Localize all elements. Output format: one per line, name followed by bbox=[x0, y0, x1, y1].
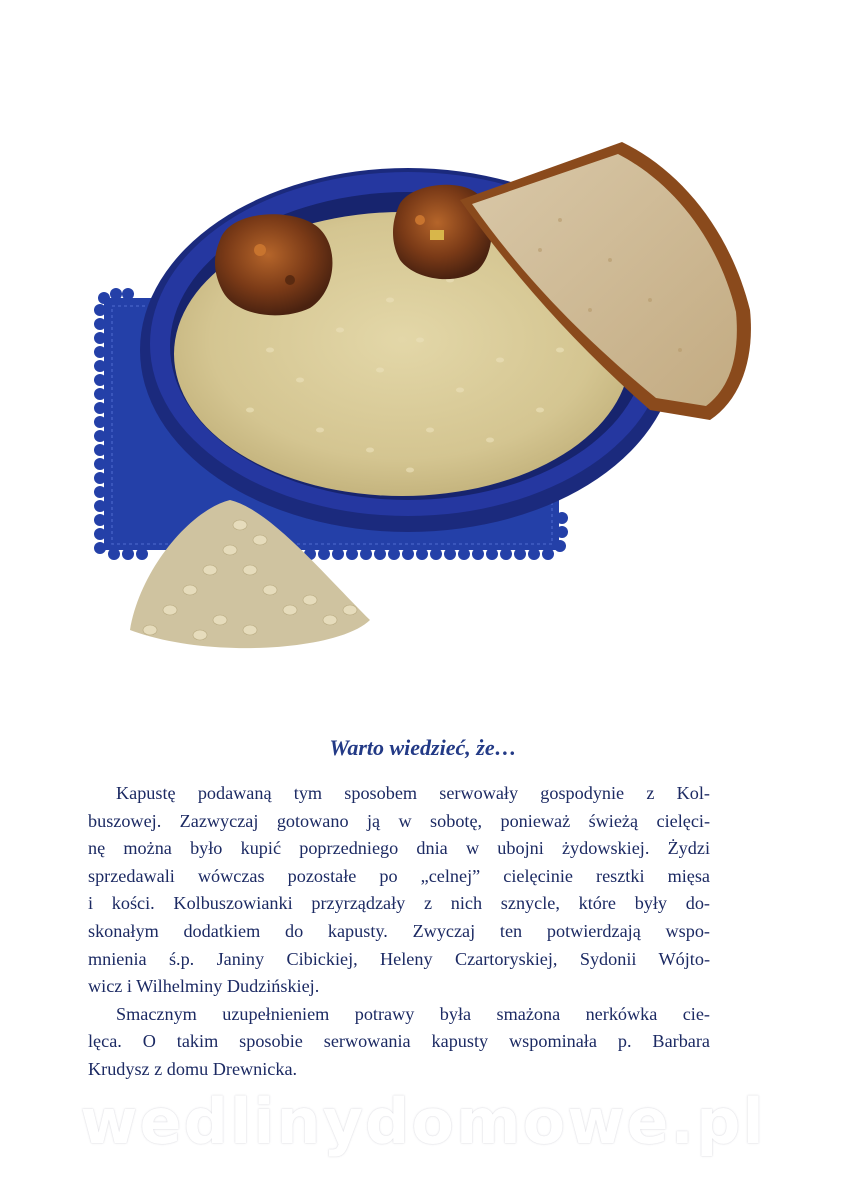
text-line: skonałym dodatkiem do kapusty. Zwyczaj ten potwierdzają wspo- bbox=[88, 920, 710, 941]
article-body bbox=[88, 780, 710, 1084]
section-heading: Warto wiedzieć, że… bbox=[329, 735, 517, 760]
dish-photo bbox=[90, 130, 770, 690]
text-line: nę można było kupić poprzedniego dnia w ubojni żydowskiej. Żydzi bbox=[88, 838, 710, 859]
text-line: wicz i Wilhelminy Dudzińskiej. bbox=[88, 976, 320, 997]
meatball-left bbox=[215, 214, 332, 315]
text-line: Krudysz z domu Drewnicka. bbox=[88, 1058, 298, 1079]
paragraph-1 bbox=[88, 780, 710, 1001]
text-line: Smacznym uzupełnieniem potrawy była smażona nerkówka cie- bbox=[116, 1003, 710, 1024]
text-line: mnienia ś.p. Janiny Cibickiej, Heleny Czartoryskiej, Sydonii Wójto- bbox=[88, 948, 710, 969]
watermark: wedlinydomowe.pl bbox=[80, 1085, 766, 1158]
text-line: sprzedawali wówczas pozostałe po „celnej” cielęcinie resztki mięsa bbox=[88, 865, 710, 886]
text-line: i kości. Kolbuszowianki przyrządzały z nich sznycle, które były do- bbox=[88, 893, 710, 914]
text-line: buszowej. Zazwyczaj gotowano ją w sobotę, ponieważ świeżą cielęci- bbox=[88, 810, 710, 831]
paragraph-2 bbox=[88, 1001, 710, 1084]
text-line: lęca. O takim sposobie serwowania kapusty wspominała p. Barbara bbox=[88, 1031, 710, 1052]
text-line: Kapustę podawaną tym sposobem serwowały gospodynie z Kol- bbox=[116, 783, 710, 803]
